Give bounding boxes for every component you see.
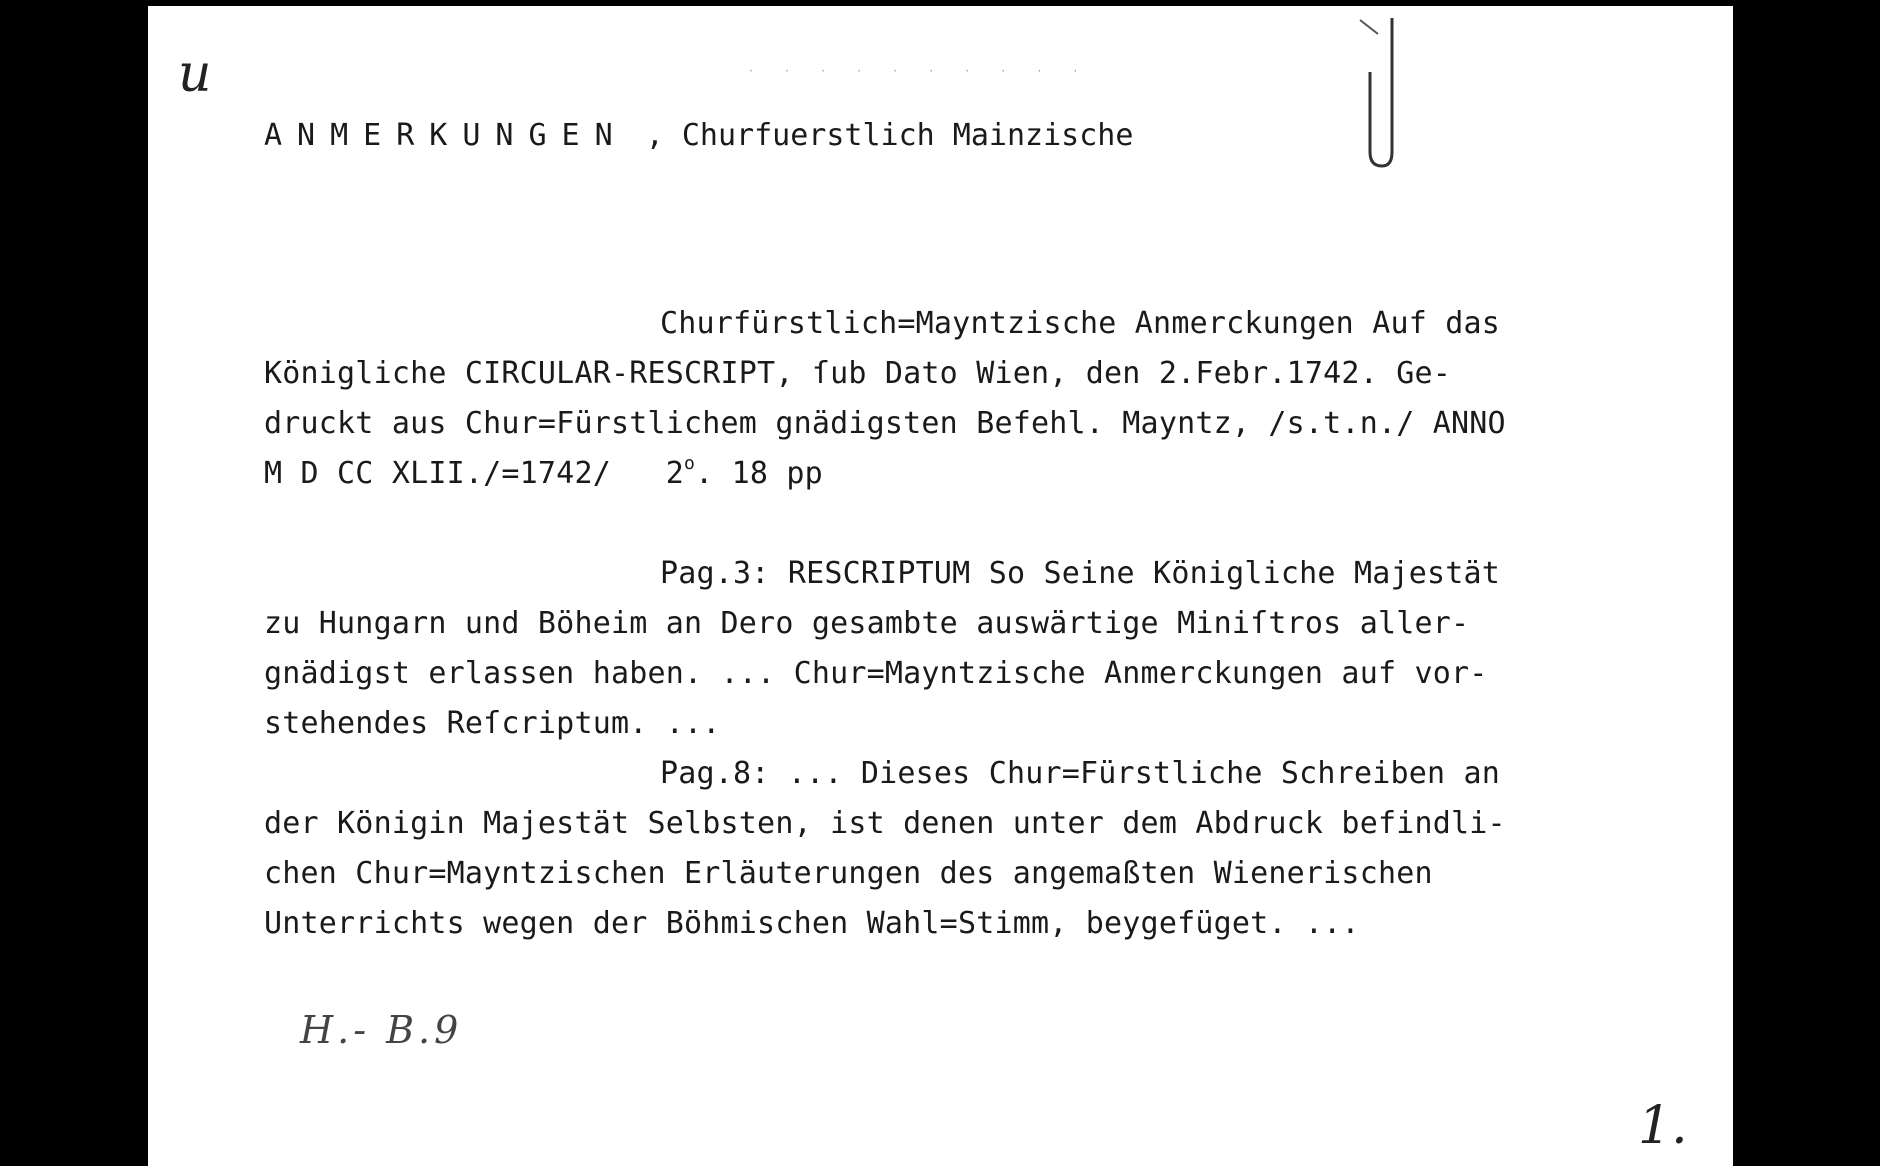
paragraph1-line-2: Königliche CIRCULAR-RESCRIPT, ſub Dato Wien, den 2.Febr.1742. Ge- bbox=[264, 356, 1451, 391]
heading-separator: , bbox=[645, 118, 664, 153]
document-page bbox=[148, 6, 1733, 1166]
paragraph3-line-3: chen Chur=Mayntzischen Erläuterungen des angemaßten Wienerischen bbox=[264, 856, 1433, 891]
handwritten-corner-mark: u bbox=[178, 44, 212, 104]
paragraph2-line-2: zu Hungarn und Böheim an Dero gesambte auswärtige Miniſtros aller- bbox=[264, 606, 1470, 641]
paragraph3-line-1: Pag.8: ... Dieses Chur=Fürstliche Schreiben an bbox=[660, 756, 1501, 791]
paragraph1-line-3: druckt aus Chur=Fürstlichem gnädigsten Befehl. Mayntz, /s.t.n./ ANNO bbox=[264, 406, 1506, 441]
paragraph3-line-4: Unterrichts wegen der Böhmischen Wahl=Stimm, beygefüget. ... bbox=[264, 906, 1360, 941]
page-count: . 18 pp bbox=[695, 456, 823, 491]
paper-clip-icon bbox=[1356, 14, 1400, 174]
handwritten-page-number: 1. bbox=[1638, 1096, 1688, 1156]
paragraph3-line-2: der Königin Majestät Selbsten, ist denen unter dem Abdruck befindli- bbox=[264, 806, 1506, 841]
paragraph2-line-3: gnädigst erlassen haben. ... Chur=Mayntzische Anmerckungen auf vor- bbox=[264, 656, 1488, 691]
heading-title: ANMERKUNGEN bbox=[264, 118, 628, 153]
degree-symbol: o bbox=[684, 453, 696, 474]
paragraph2-line-1: Pag.3: RESCRIPTUM So Seine Königliche Majestät bbox=[660, 556, 1501, 591]
paragraph1-line-4 bbox=[264, 453, 823, 491]
document-heading bbox=[264, 118, 1133, 153]
scan-specks: · · · · · · · · · · bbox=[748, 66, 1091, 77]
heading-subtitle: Churfuerstlich Mainzische bbox=[681, 118, 1134, 153]
handwritten-shelfmark: H.- B.9 bbox=[300, 1008, 463, 1052]
paragraph1-line-1: Churfürstlich=Mayntzische Anmerckungen Auf das bbox=[660, 306, 1501, 341]
imprint-line: M D CC XLII./=1742/ 2 bbox=[264, 456, 685, 491]
paragraph2-line-4: stehendes Reſcriptum. ... bbox=[264, 706, 721, 741]
